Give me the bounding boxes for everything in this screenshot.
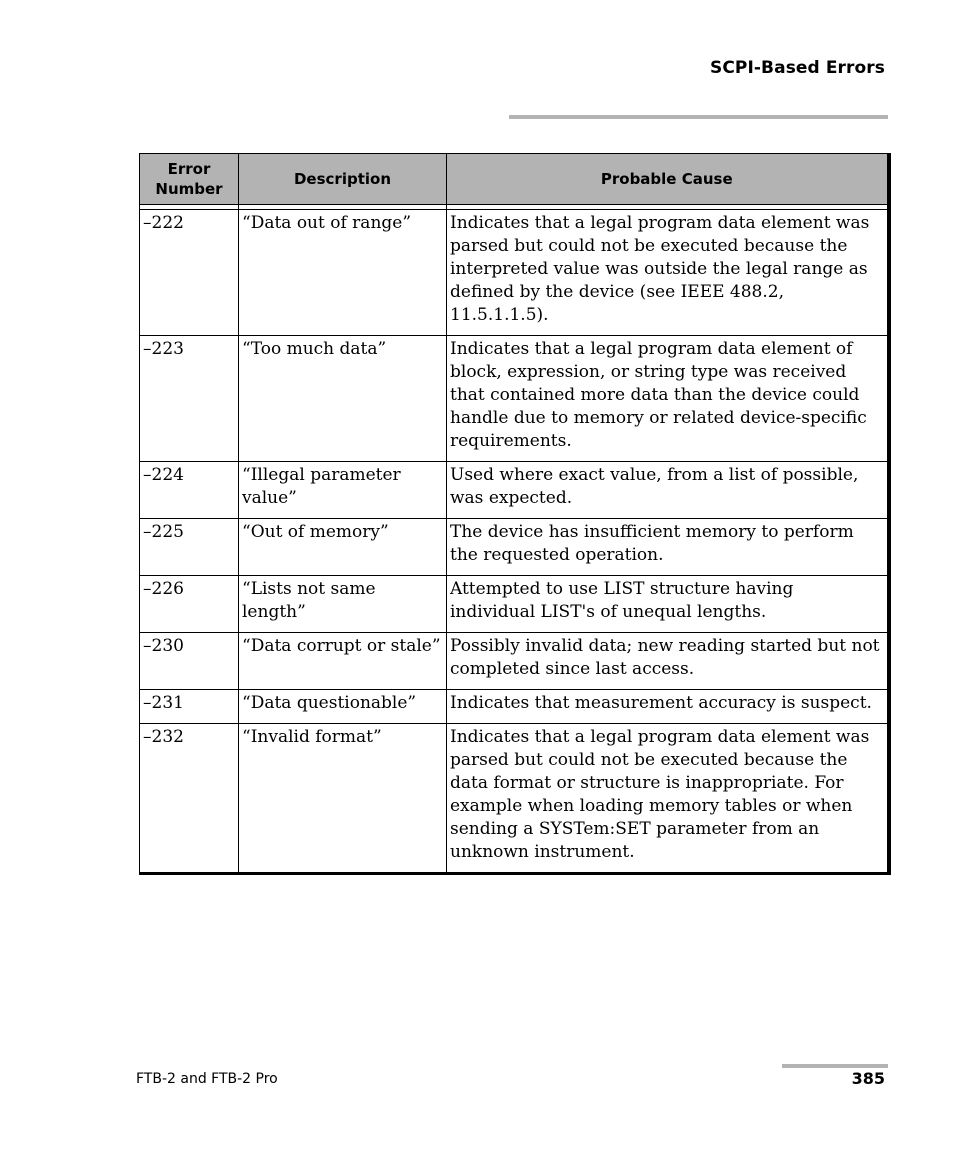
table-row — [140, 690, 889, 724]
table-row — [140, 519, 889, 576]
error-description: “Out of memory” — [239, 519, 447, 576]
probable-cause: Used where exact value, from a list of possible, was expected. — [447, 462, 889, 519]
error-number: –230 — [140, 633, 239, 690]
probable-cause: Attempted to use LIST structure having individual LIST's of unequal lengths. — [447, 576, 889, 633]
probable-cause: Indicates that a legal program data element of block, expression, or string type was received that contained more data than the device could handle due to memory or related device-specific requirements. — [447, 336, 889, 462]
probable-cause: Indicates that a legal program data element was parsed but could not be executed because the data format or structure is inappropriate. For example when loading memory tables or when sending a SYSTem:SET parameter from an unknown instrument. — [447, 724, 889, 874]
table-row — [140, 336, 889, 462]
column-header-probable-cause: Probable Cause — [447, 154, 889, 205]
table-row — [140, 724, 889, 874]
error-description: “Illegal parameter value” — [239, 462, 447, 519]
column-header-description: Description — [239, 154, 447, 205]
table-row — [140, 576, 889, 633]
error-description: “Data out of range” — [239, 210, 447, 336]
error-number: –224 — [140, 462, 239, 519]
column-header-error-number: Error Number — [140, 154, 239, 205]
error-description: “Data corrupt or stale” — [239, 633, 447, 690]
error-number: –223 — [140, 336, 239, 462]
probable-cause: Indicates that a legal program data element was parsed but could not be executed because the interpreted value was outside the legal range as defined by the device (see IEEE 488.2, 11.5.1.1.5). — [447, 210, 889, 336]
table-header-row — [140, 154, 889, 205]
error-description: “Invalid format” — [239, 724, 447, 874]
header-divider — [509, 115, 888, 119]
table-row — [140, 462, 889, 519]
probable-cause: Indicates that measurement accuracy is suspect. — [447, 690, 889, 724]
probable-cause: The device has insufficient memory to perform the requested operation. — [447, 519, 889, 576]
product-name: FTB-2 and FTB-2 Pro — [136, 1071, 278, 1087]
table-row — [140, 633, 889, 690]
scpi-error-table — [139, 153, 891, 875]
error-number: –226 — [140, 576, 239, 633]
error-number: –225 — [140, 519, 239, 576]
error-description: “Data questionable” — [239, 690, 447, 724]
section-title: SCPI-Based Errors — [710, 58, 885, 78]
error-number: –231 — [140, 690, 239, 724]
error-number: –232 — [140, 724, 239, 874]
table-row — [140, 210, 889, 336]
error-description: “Too much data” — [239, 336, 447, 462]
error-description: “Lists not same length” — [239, 576, 447, 633]
error-number: –222 — [140, 210, 239, 336]
page-number: 385 — [851, 1069, 885, 1088]
probable-cause: Possibly invalid data; new reading started but not completed since last access. — [447, 633, 889, 690]
footer-divider — [782, 1064, 888, 1068]
